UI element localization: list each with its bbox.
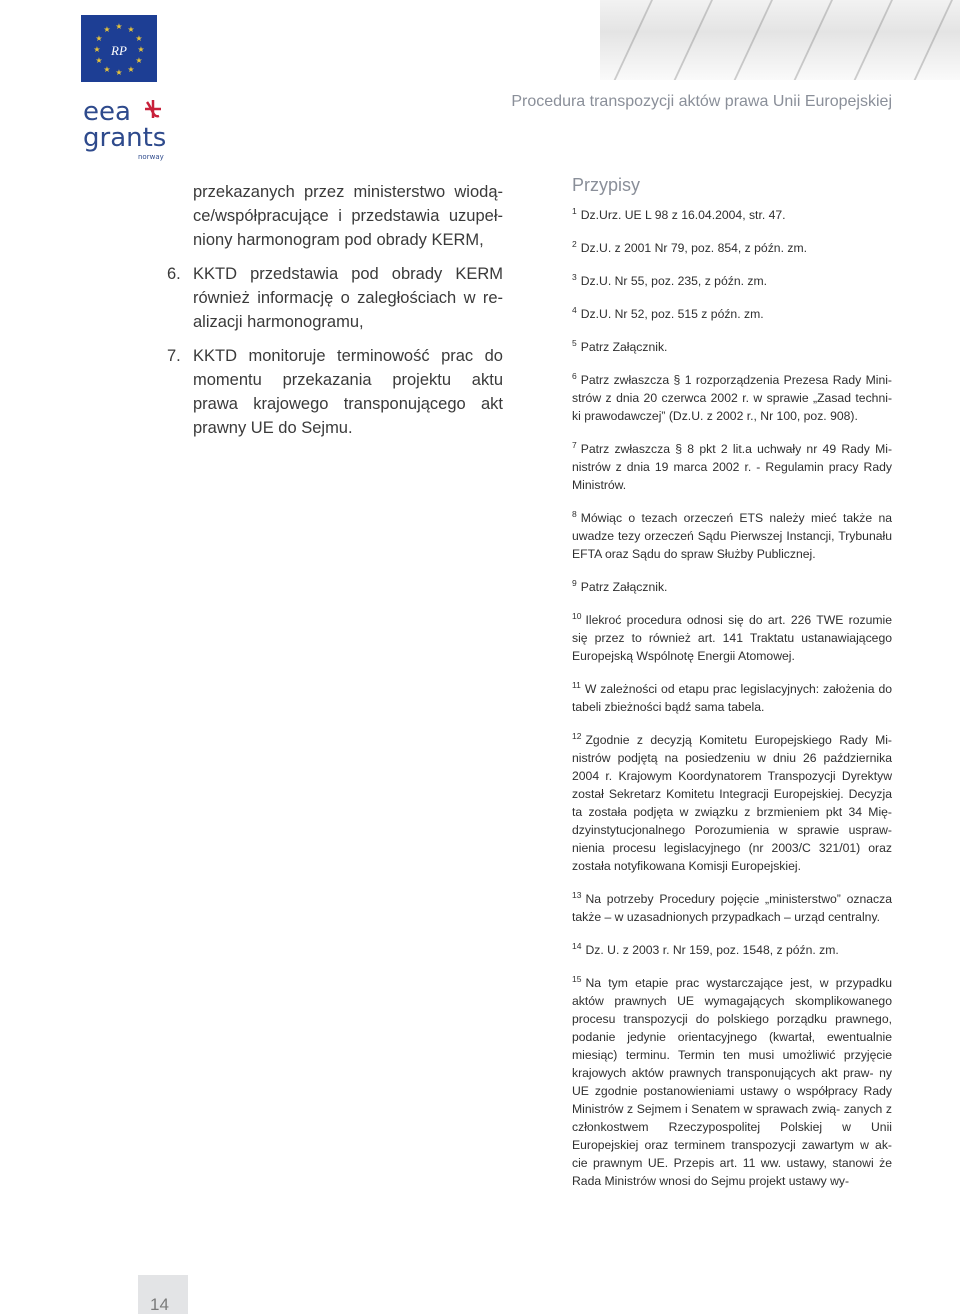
footnote: $^8$ Mówiąc o tezach orzeczeń ETS należy mieć także na uwadze tezy orzeczeń Sądu Pierwszej Instancji, Trybunału EFTA oraz Sądu do spraw Służby Publicznej. xyxy=(572,509,892,561)
footnote: $^1$ Dz.Urz. UE L 98 z 16.04.2004, str. 47. xyxy=(572,206,786,222)
footnote: $^9$ Patrz Załącznik. xyxy=(572,578,668,594)
page-number: 14 xyxy=(150,1295,169,1314)
footnote: $^{12}$ Zgodnie z decyzją Komitetu Europejskiego Rady Mi- nistrów podjętą na posiedzeniu w dniu 26 października 2004 r. Krajowym Koordynatorem Transpozycji Dyrektyw został Sekretarz Komitetu Integracji Europejskiej. Decyzja ta została podjęta w związku z brzmieniem pkt 34 Mię- dzyinstytucjonalnego Porozumienia w sprawie uspraw- nienia procesu legislacyjnego (nr 2003/C 321/01) oraz została notyfikowana Komisji Europejskiej. xyxy=(572,731,892,873)
svg-text:eea: eea xyxy=(83,97,131,127)
footnote: $^{13}$ Na potrzeby Procedury pojęcie „ministerstwo” oznacza także – w uzasadnionych przypadkach – urząd centralny. xyxy=(572,890,892,924)
footnote: $^{15}$ Na tym etapie prac wystarczające jest, w przypadku aktów prawnych UE wymagających skomplikowanego procesu transpozycji do polskiego porządku prawnego, podanie jedynie orientacyjnego (kwartał, ewentualnie miesiąc) terminu. Termin ten musi umożliwić przyjęcie krajowych aktów prawnych transponujących akt praw- ny UE zgodnie postanowieniami ustawy o współpracy Rady Ministrów z Sejmem i Senatem w sprawach zwią- zanych z członkostwem Rzeczypospolitej Polskiej w Unii Europejskiej oraz terminem transpozycji zawartym w ak- cie prawnym UE. Przepis art. 11 ww. ustawy, stanowi że Rada Ministrów wnosi do Sejmu projekt ustawy wy- xyxy=(572,974,892,1188)
header-title: Procedura transpozycji aktów prawa Unii Europejskiej xyxy=(511,93,892,110)
svg-text:★: ★ xyxy=(115,22,123,31)
list-item-number: 6. xyxy=(167,265,181,283)
intro-paragraph: przekazanych przez ministerstwo wiodą- ce/współpracujące i przedstawia uzupeł- niony harmonogram pod obrady KERM, xyxy=(193,183,503,249)
eea-grants-logo xyxy=(83,96,173,162)
svg-text:grants: grants xyxy=(83,123,167,153)
footnote: $^3$ Dz.U. Nr 55, poz. 235, z późn. zm. xyxy=(572,272,768,288)
svg-text:★: ★ xyxy=(127,25,135,34)
footnote: $^4$ Dz.U. Nr 52, poz. 515 z późn. zm. xyxy=(572,305,764,321)
svg-text:★: ★ xyxy=(103,25,111,34)
footnote: $^5$ Patrz Załącznik. xyxy=(572,338,668,354)
main-text-column xyxy=(167,180,503,440)
svg-text:★: ★ xyxy=(103,65,111,74)
svg-text:★: ★ xyxy=(135,34,143,43)
svg-text:★: ★ xyxy=(137,45,145,54)
svg-text:★: ★ xyxy=(115,68,123,77)
list-item xyxy=(167,344,503,440)
svg-text:★: ★ xyxy=(95,56,103,65)
svg-text:★: ★ xyxy=(95,34,103,43)
svg-text:norway: norway xyxy=(138,153,164,161)
footnotes-column xyxy=(572,176,892,1205)
svg-text:★: ★ xyxy=(135,56,143,65)
list-item-text: KKTD przedstawia pod obrady KERM również informację o zaległościach w re- alizacji harmonogramu, xyxy=(193,265,503,331)
flag-monogram: RP xyxy=(111,43,127,58)
svg-text:★: ★ xyxy=(127,65,135,74)
list-item xyxy=(167,262,503,334)
header-photo xyxy=(600,0,960,80)
svg-text:★: ★ xyxy=(93,45,101,54)
footnote: $^{10}$ Ilekroć procedura odnosi się do art. 226 TWE rozumie się przez to również art. 141 Traktatu ustanawiającego Europejską Wspólnotę Energii Atomowej. xyxy=(572,611,892,663)
footnote: $^{11}$ W zależności od etapu prac legislacyjnych: założenia do tabeli zbieżności bądź sama tabela. xyxy=(572,680,892,714)
footnote: $^2$ Dz.U. z 2001 Nr 79, poz. 854, z późn. zm. xyxy=(572,239,807,255)
footnotes-title: Przypisy xyxy=(572,175,641,195)
footnote: $^7$ Patrz zwłaszcza § 8 pkt 2 lit.a uchwały nr 49 Rady Mi- nistrów z dnia 19 marca 2002 r. - Regulamin pracy Rady Ministrów. xyxy=(572,440,892,492)
footnote: $^{14}$ Dz. U. z 2003 r. Nr 159, poz. 1548, z późn. zm. xyxy=(572,941,839,957)
list-item-text: KKTD monitoruje terminowość prac do momentu przekazania projektu aktu prawa krajowego transponującego akt prawny UE do Sejmu. xyxy=(193,347,503,437)
list-item-number: 7. xyxy=(167,347,181,365)
eu-flag-logo xyxy=(81,15,157,82)
footnote: $^6$ Patrz zwłaszcza § 1 rozporządzenia Prezesa Rady Mini- strów z dnia 20 czerwca 2002 r. w sprawie „Zasad techni- ki prawodawczej” (Dz.U. z 2002 r., Nr 100, poz. 908). xyxy=(572,371,892,423)
